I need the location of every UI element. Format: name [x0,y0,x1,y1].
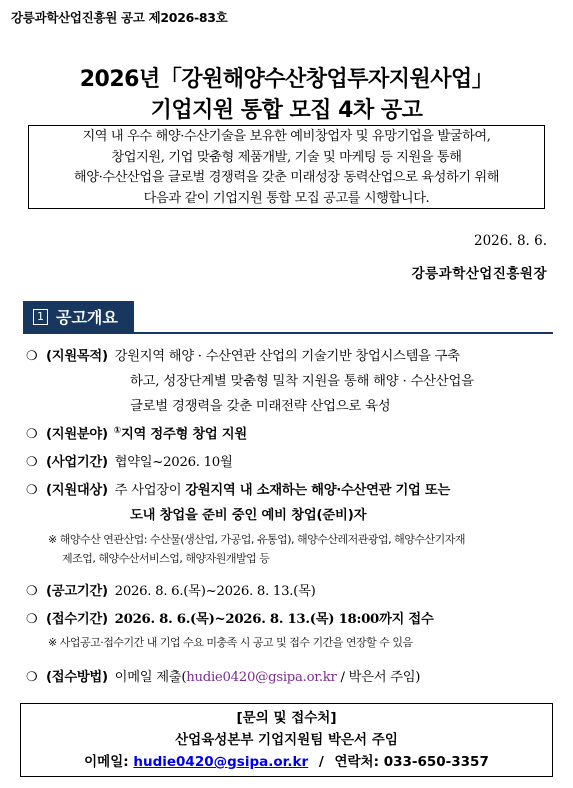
item-label: (접수방법) [46,670,108,685]
target-note-line1: ※ 해양수산 연관산업: 수산물(생산업, 가공업, 유통업), 해양수산레저관광업, 해양수산기자재 [48,533,466,546]
item-text: 주 사업장이 [114,483,182,498]
page-title-line2: 기업지원 통합 모집 4차 공고 [150,98,423,123]
contact-team: 산업육성본부 기업지원팀 박은서 주임 [175,732,398,748]
issuer-name: 강릉과학산업진흥원장 [411,266,547,282]
contact-separator: / [318,754,324,770]
bullet-circle-icon: ❍ [26,349,38,364]
item-text: 2026. 8. 6.(목)~2026. 8. 13.(목) [114,584,316,599]
item-text-cont: 글로벌 경쟁력을 갖춘 미래전략 산업으로 육성 [130,399,391,414]
bullet-circle-icon: ❍ [26,612,38,627]
circled-one-mark: ① [113,425,121,436]
page-title-line1: 2026년「강원해양수산창업투자지원사업」 [79,67,494,92]
bullet-circle-icon: ❍ [26,584,38,599]
target-note-line2: 제조업, 해양수산서비스업, 해양자원개발업 등 [62,552,270,565]
contact-box [20,703,553,777]
bullet-circle-icon: ❍ [26,483,38,498]
item-text: 지역 정주형 창업 지원 [121,427,247,442]
item-text: 이메일 제출( [114,670,187,685]
contact-line [21,751,552,773]
bullet-circle-icon: ❍ [26,670,38,685]
intro-line: 지역 내 우수 해양·수산기술을 보유한 예비창업자 및 유망기업을 발굴하여, [82,129,491,144]
contact-heading: [문의 및 접수처] [236,710,337,726]
item-label: (공고기간) [46,584,108,599]
item-purpose [26,345,460,364]
item-label: (사업기간) [46,455,108,470]
item-field [26,423,247,442]
receipt-note: ※ 사업공고·접수기간 내 기업 수요 미충족 시 공고 및 접수 기간을 연장할 수 있음 [48,636,413,649]
contact-phone-label: 연락처: [334,754,379,770]
item-text-cont: 하고, 성장단계별 맞춤형 밀착 지원을 통해 해양 · 수산산업을 [130,374,474,389]
document-number: 강릉과학산업진흥원 공고 제2026-83호 [11,10,228,25]
item-target [26,479,450,498]
announcement-date: 2026. 8. 6. [474,233,547,249]
contact-email-label: 이메일: [84,754,129,770]
item-text-cont: 도내 창업을 준비 중인 예비 창업(준비)자 [130,508,367,523]
item-text: / 박은서 주임) [336,670,421,685]
intro-line: 해양·수산산업을 글로벌 경쟁력을 갖춘 미래성장 동력산업으로 육성하기 위해 [73,170,500,185]
contact-phone: 033-650-3357 [383,754,489,770]
item-notice-period [26,580,316,599]
item-text-bold: 강원지역 내 소재하는 해양·수산연관 기업 또는 [185,483,451,498]
intro-box [28,125,545,209]
bullet-circle-icon: ❍ [26,455,38,470]
section-header [23,301,134,332]
item-text: 강원지역 해양 · 수산연관 산업의 기술기반 창업시스템을 구축 [114,349,460,364]
item-method [26,666,420,685]
intro-line: 창업지원, 기업 맞춤형 제품개발, 기술 및 마케팅 등 지원을 통해 [111,149,462,165]
contact-email-link[interactable]: hudie0420@gsipa.or.kr [133,754,309,770]
bullet-circle-icon: ❍ [26,427,38,442]
item-label: (지원목적) [46,349,108,364]
method-email-link[interactable]: hudie0420@gsipa.or.kr [186,670,337,685]
section-number-box: 1 [33,309,48,325]
section-divider [23,332,553,334]
intro-line: 다음과 같이 기업지원 통합 모집 공고를 시행합니다. [143,190,430,206]
section-title: 공고개요 [56,308,118,327]
item-label: (접수기간) [46,612,108,627]
item-period [26,451,233,470]
item-label: (지원대상) [46,483,108,498]
item-text: 협약일~2026. 10월 [114,455,233,470]
item-receipt-period [26,608,434,627]
item-label: (지원분야) [46,427,108,442]
item-text-bold: 2026. 8. 6.(목)~2026. 8. 13.(목) 18:00까지 접수 [114,612,434,627]
